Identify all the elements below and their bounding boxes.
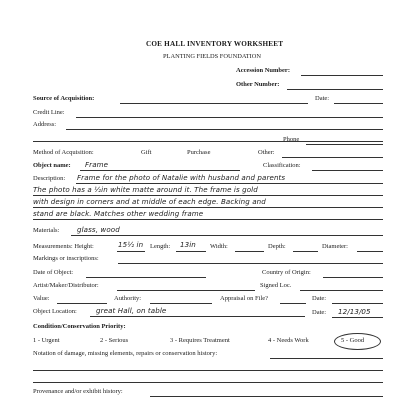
accession-number-label: Accession Number: — [236, 67, 290, 74]
source-of-acquisition-line[interactable] — [120, 103, 308, 104]
description-line-2[interactable] — [33, 195, 383, 196]
other-number-line[interactable] — [287, 89, 383, 90]
height-line[interactable] — [117, 251, 145, 252]
materials-line[interactable] — [71, 235, 383, 236]
object-location-line[interactable] — [90, 316, 305, 317]
description-text-2: The photo has a ½in white matte around it. The frame is gold — [33, 185, 258, 194]
notation-label: Notation of damage, missing elements, repairs or conservation history: — [33, 350, 218, 357]
phone-label: Phone — [283, 136, 300, 143]
address-label: Address: — [33, 121, 57, 128]
method-of-acquisition-label: Method of Acquisition: — [33, 149, 94, 156]
priority-selected-circle — [334, 333, 381, 350]
provenance-line[interactable] — [150, 396, 383, 397]
other-option-label: Other: — [258, 149, 275, 156]
description-text-1: Frame for the photo of Natalie with husband and parents — [77, 173, 286, 182]
materials-label: Materials: — [33, 227, 60, 234]
length-label: Length: — [150, 243, 171, 250]
object-location-label: Object Location: — [33, 308, 77, 315]
object-location-value: great Hall, on table — [96, 306, 167, 315]
notation-line-1[interactable] — [270, 358, 383, 359]
other-number-label: Other Number: — [236, 81, 280, 88]
width-label: Width: — [210, 243, 228, 250]
location-date-label: Date: — [312, 309, 327, 316]
value-line[interactable] — [57, 303, 107, 304]
form-subtitle: PLANTING FIELDS FOUNDATION — [163, 53, 261, 60]
address-line-1[interactable] — [66, 129, 383, 130]
notation-line-2[interactable] — [33, 370, 383, 371]
credit-line-line[interactable] — [76, 117, 383, 118]
length-line[interactable] — [176, 251, 206, 252]
priority-4-option[interactable]: 4 - Needs Work — [268, 337, 309, 344]
length-value: 13in — [180, 240, 196, 249]
source-date-label: Date: — [315, 95, 330, 102]
classification-line[interactable] — [312, 170, 383, 171]
provenance-label: Provenance and/or exhibit history: — [33, 388, 123, 395]
object-name-line[interactable] — [80, 170, 240, 171]
notation-line-3[interactable] — [33, 382, 383, 383]
date-of-object-label: Date of Object: — [33, 269, 74, 276]
measurements-label: Measurements: Height: — [33, 243, 94, 250]
priority-1-option[interactable]: 1 - Urgent — [33, 337, 60, 344]
appraisal-label: Appraisal on File? — [220, 295, 269, 302]
authority-line[interactable] — [150, 303, 212, 304]
priority-5-option[interactable]: 5 - Good — [341, 337, 365, 344]
markings-label: Markings or inscriptions: — [33, 255, 99, 262]
country-of-origin-label: Country of Origin: — [262, 269, 311, 276]
authority-label: Authority: — [114, 295, 142, 302]
object-name-label: Object name: — [33, 162, 71, 169]
date-of-object-line[interactable] — [86, 277, 206, 278]
credit-line-label: Credit Line: — [33, 109, 65, 116]
country-of-origin-line[interactable] — [323, 277, 383, 278]
signed-loc-line[interactable] — [300, 290, 383, 291]
source-of-acquisition-label: Source of Acquisition: — [33, 95, 95, 102]
depth-label: Depth: — [268, 243, 286, 250]
description-label: Description: — [33, 175, 66, 182]
width-line[interactable] — [235, 251, 264, 252]
markings-line[interactable] — [118, 263, 383, 264]
condition-priority-label: Condition/Conservation Priority: — [33, 323, 126, 330]
gift-option[interactable]: Gift — [141, 149, 152, 156]
form-title: COE HALL INVENTORY WORKSHEET — [146, 40, 284, 48]
priority-2-option[interactable]: 2 - Serious — [100, 337, 129, 344]
other-option-line[interactable] — [282, 157, 383, 158]
materials-value: glass, wood — [77, 225, 120, 234]
artist-line[interactable] — [117, 290, 255, 291]
description-text-3: with design in corners and at middle of each edge. Backing and — [33, 197, 266, 206]
description-line-4[interactable] — [33, 219, 383, 220]
appraisal-line[interactable] — [280, 303, 306, 304]
priority-3-option[interactable]: 3 - Requires Treatment — [170, 337, 230, 344]
diameter-label: Diameter: — [322, 243, 348, 250]
phone-line[interactable] — [306, 144, 383, 145]
description-line-3[interactable] — [33, 207, 383, 208]
location-date-value: 12/13/05 — [338, 307, 371, 316]
description-line-1[interactable] — [76, 183, 383, 184]
height-value: 15½ in — [118, 240, 144, 249]
object-name-value: Frame — [85, 160, 109, 169]
description-text-4: stand are black. Matches other wedding frame — [33, 209, 204, 218]
value-label: Value: — [33, 295, 50, 302]
appraisal-date-label: Date: — [312, 295, 327, 302]
diameter-line[interactable] — [357, 251, 383, 252]
accession-number-line[interactable] — [301, 75, 383, 76]
artist-label: Artist/Maker/Distributor: — [33, 282, 99, 289]
depth-line[interactable] — [293, 251, 318, 252]
location-date-line[interactable] — [332, 317, 383, 318]
purchase-option[interactable]: Purchase — [187, 149, 211, 156]
signed-loc-label: Signed Loc. — [260, 282, 292, 289]
appraisal-date-line[interactable] — [332, 303, 383, 304]
source-date-line[interactable] — [334, 103, 383, 104]
address-line-2[interactable] — [33, 141, 383, 142]
classification-label: Classification: — [263, 162, 301, 169]
